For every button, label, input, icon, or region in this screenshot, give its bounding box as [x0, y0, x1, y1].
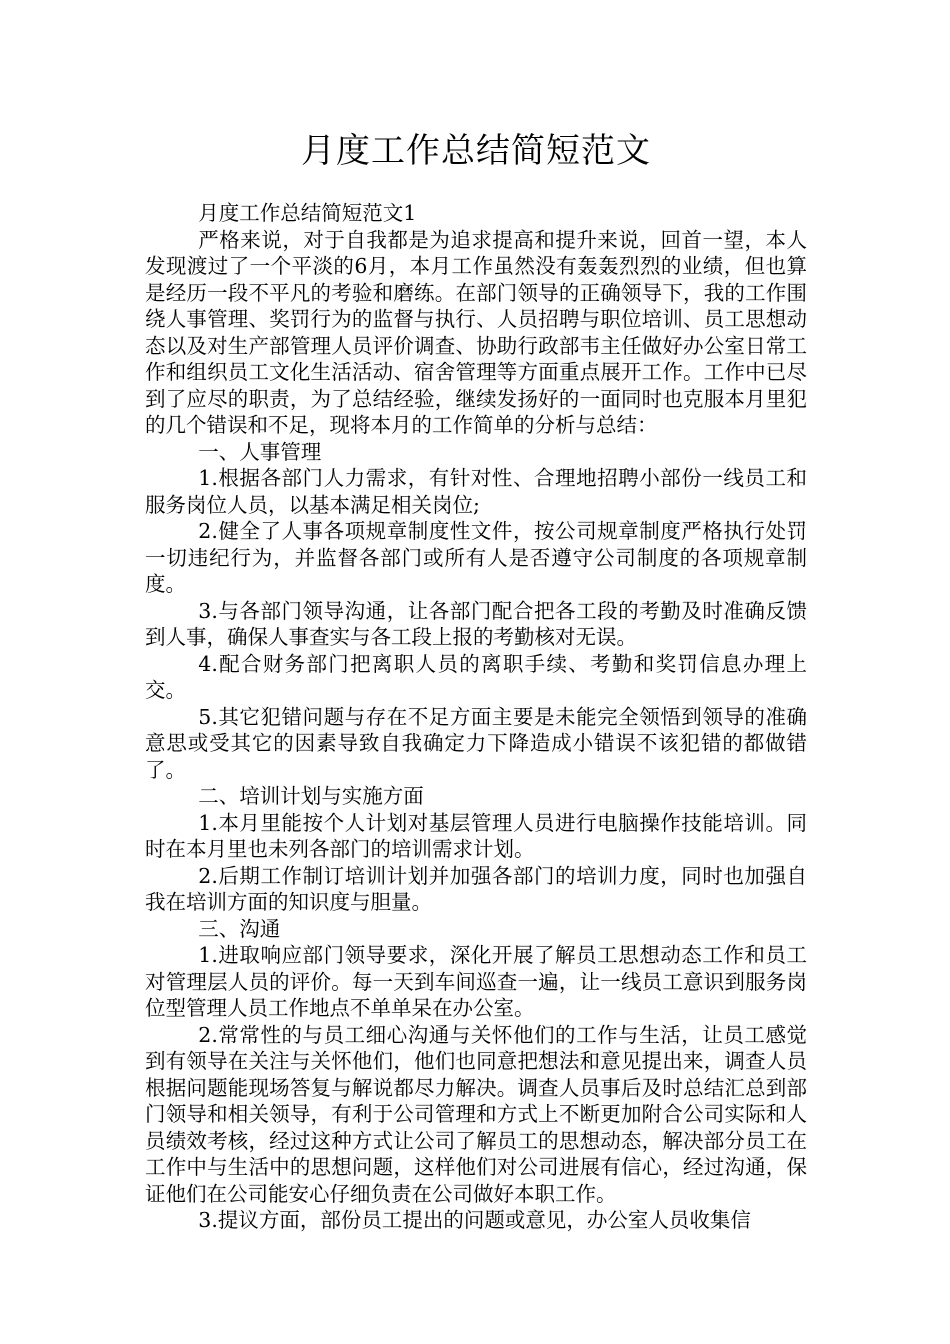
document-page: [145, 0, 807, 1234]
personnel-item-5: 5.其它犯错问题与存在不足方面主要是未能完全领悟到领导的准确意思或受其它的因素导致自我确定力下降造成小错误不该犯错的都做错了。: [145, 704, 807, 782]
training-item-1: 1.本月里能按个人计划对基层管理人员进行电脑操作技能培训。同时在本月里也未列各部门的培训需求计划。: [145, 810, 807, 861]
personnel-item-2: 2.健全了人事各项规章制度性文件，按公司规章制度严格执行处罚一切违纪行为，并监督各部门或所有人是否遵守公司制度的各项规章制度。: [145, 519, 807, 596]
document-title: 月度工作总结简短范文: [301, 131, 651, 171]
communication-item-1: 1.进取响应部门领导要求，深化开展了解员工思想动态工作和员工对管理层人员的评价。每一天到车间巡查一遍，让一线员工意识到服务岗位型管理人员工作地点不单单呆在办公室。: [145, 943, 807, 1020]
communication-item-2: 2.常常性的与员工细心沟通与关怀他们的工作与生活，让员工感觉到有领导在关注与关怀他们，他们也同意把想法和意见提出来，调查人员根据问题能现场答复与解说都尽力解决。调查人员事后及时总结汇总到部门领导和相关领导，有利于公司管理和方式上不断更加附合公司实际和人员绩效考核，经过这种方式让公司了解员工的思想动态，解决部分员工在工作中与生活中的思想问题，这样他们对公司进展有信心，经过沟通，保证他们在公司能安心仔细负责在公司做好本职工作。: [145, 1022, 807, 1206]
document-body: [145, 200, 807, 1234]
personnel-item-3: 3.与各部门领导沟通，让各部门配合把各工段的考勤及时准确反馈到人事，确保人事查实与各工段上报的考勤核对无误。: [145, 598, 807, 649]
intro-paragraph: 严格来说，对于自我都是为追求提高和提升来说，回首一望，本人发现渡过了一个平淡的6月，本月工作虽然没有轰轰烈烈的业绩，但也算是经历一段不平凡的考验和磨练。在部门领导的正确领导下，我的工作围绕人事管理、奖罚行为的监督与执行、人员招聘与职位培训、员工思想动态以及对生产部管理人员评价调查、协助行政部韦主任做好办公室日常工作和组织员工文化生活活动、宿舍管理等方面重点展开工作。工作中已尽到了应尽的职责，为了总结经验，继续发扬好的一面同时也克服本月里犯的几个错误和不足，现将本月的工作简单的分析与总结：: [145, 227, 807, 437]
personnel-item-1: 1.根据各部门人力需求，有针对性、合理地招聘小部份一线员工和服务岗位人员，以基本满足相关岗位;: [145, 466, 807, 517]
section-heading-training: 二、培训计划与实施方面: [198, 784, 424, 808]
personnel-item-4: 4.配合财务部门把离职人员的离职手续、考勤和奖罚信息办理上交。: [145, 651, 807, 702]
section-heading-personnel: 一、人事管理: [198, 439, 322, 464]
communication-item-3: 3.提议方面，部份员工提出的问题或意见，办公室人员收集信: [198, 1208, 751, 1232]
training-item-2: 2.后期工作制订培训计划并加强各部门的培训力度，同时也加强自我在培训方面的知识度与胆量。: [145, 863, 807, 914]
section-heading-communication: 三、沟通: [198, 916, 281, 941]
subtitle-paragraph: 月度工作总结简短范文1: [198, 201, 417, 225]
